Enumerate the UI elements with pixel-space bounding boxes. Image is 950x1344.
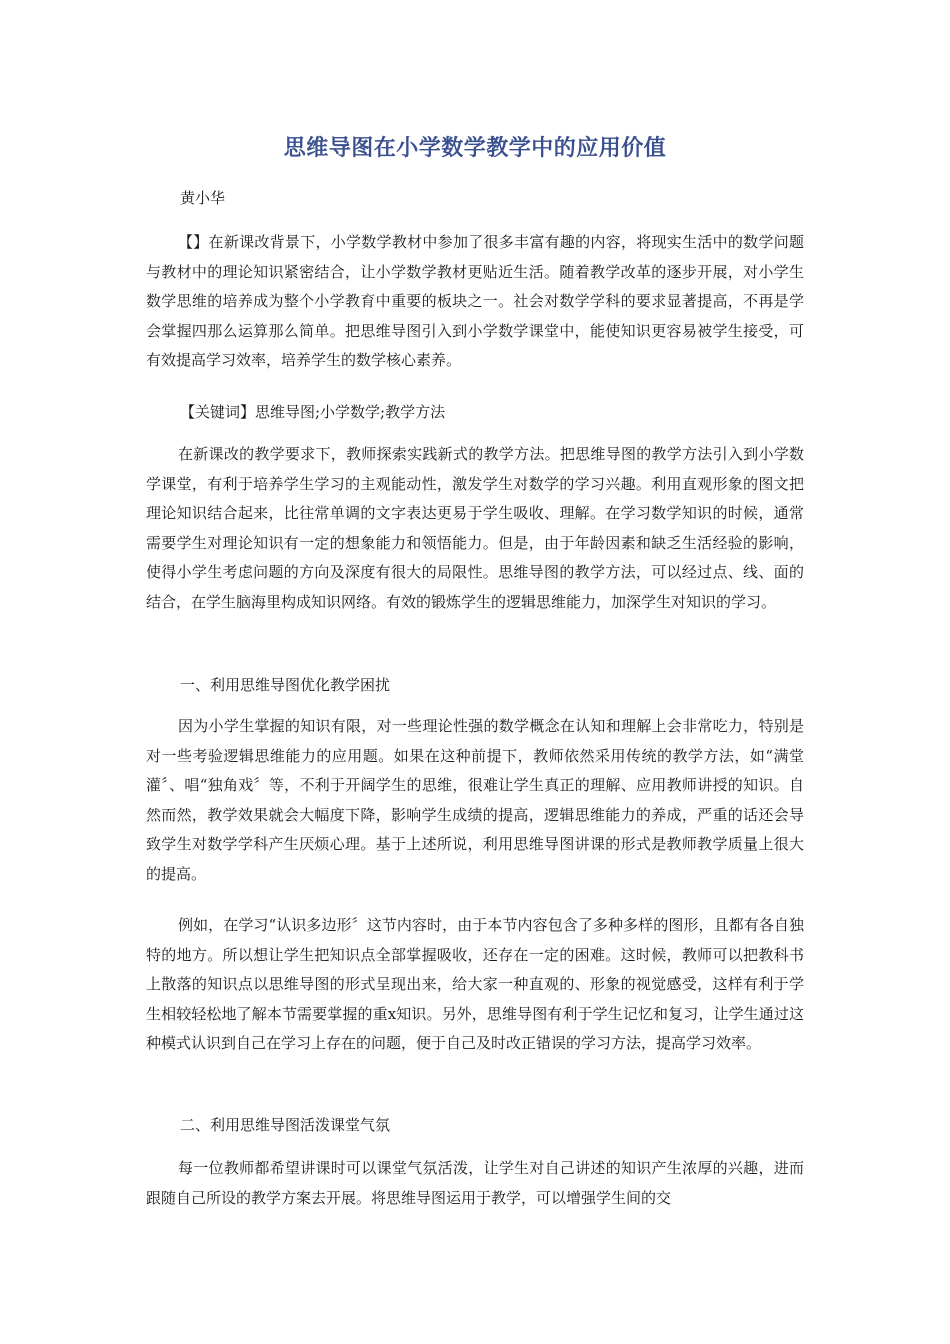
section-1-paragraph-1: 因为小学生掌握的知识有限，对一些理论性强的数学概念在认知和理解上会非常吃力，特别是对一些考验逻辑思维能力的应用题。如果在这种前提下，教师依然采用传统的教学方法，如“满堂灌〞、唱“独角戏〞等，不利于开阔学生的思维，很难让学生真正的理解、应用教师讲授的知识。自然而然，教学效果就会大幅度下降，影响学生成绩的提高，逻辑思维能力的养成，严重的话还会导致学生对数学学科产生厌烦心理。基于上述所说，利用思维导图讲课的形式是教师教学质量上很大的提高。 bbox=[146, 717, 804, 883]
intro-paragraph: 在新课改的教学要求下，教师探索实践新式的教学方法。把思维导图的教学方法引入到小学数学课堂，有利于培养学生学习的主观能动性，激发学生对数学的学习兴趣。利用直观形象的图文把理论知识结合起来，比往常单调的文字表达更易于学生吸收、理解。在学习数学知识的时候，通常需要学生对理论知识有一定的想象能力和领悟能力。但是，由于年龄因素和缺乏生活经验的影响，使得小学生考虑问题的方向及深度有很大的局限性。思维导图的教学方法，可以经过点、线、面的结合，在学生脑海里构成知识网络。有效的锻炼学生的逻辑思维能力，加深学生对知识的学习。 bbox=[146, 445, 804, 611]
section-1-paragraph-2: 例如，在学习“认识多边形〞这节内容时，由于本节内容包含了多种多样的图形，且都有各自独特的地方。所以想让学生把知识点全部掌握吸收，还存在一定的困难。这时候，教师可以把教科书上散落的知识点以思维导图的形式呈现出来，给大家一种直观的、形象的视觉感受，这样有利于学生相较轻松地了解本节需要掌握的重x知识。另外，思维导图有利于学生记忆和复习，让学生通过这种模式认识到自己在学习上存在的问题，便于自己及时改正错误的学习方法，提高学习效率。 bbox=[146, 916, 804, 1053]
section-2-heading: 二、利用思维导图活泼课堂气氛 bbox=[180, 1116, 391, 1134]
keywords-line: 【关键词】思维导图;小学数学;教学方法 bbox=[180, 403, 446, 421]
abstract-paragraph: 【】在新课改背景下，小学数学教材中参加了很多丰富有趣的内容，将现实生活中的数学问题与教材中的理论知识紧密结合，让小学数学教材更贴近生活。随着教学改革的逐步开展，对小学生数学思维的培养成为整个小学教育中重要的板块之一。社会对数学学科的要求显著提高，不再是学会掌握四那么运算那么简单。把思维导图引入到小学数学课堂中，能使知识更容易被学生接受，可有效提高学习效率，培养学生的数学核心素养。 bbox=[146, 233, 804, 370]
author-name: 黄小华 bbox=[180, 189, 226, 207]
section-2-paragraph-1: 每一位教师都希望讲课时可以课堂气氛活泼，让学生对自己讲述的知识产生浓厚的兴趣，进而跟随自己所设的教学方案去开展。将思维导图运用于教学，可以增强学生间的交 bbox=[146, 1159, 804, 1207]
document-title: 思维导图在小学数学教学中的应用价值 bbox=[283, 136, 667, 161]
section-1-heading: 一、利用思维导图优化教学困扰 bbox=[180, 676, 391, 694]
